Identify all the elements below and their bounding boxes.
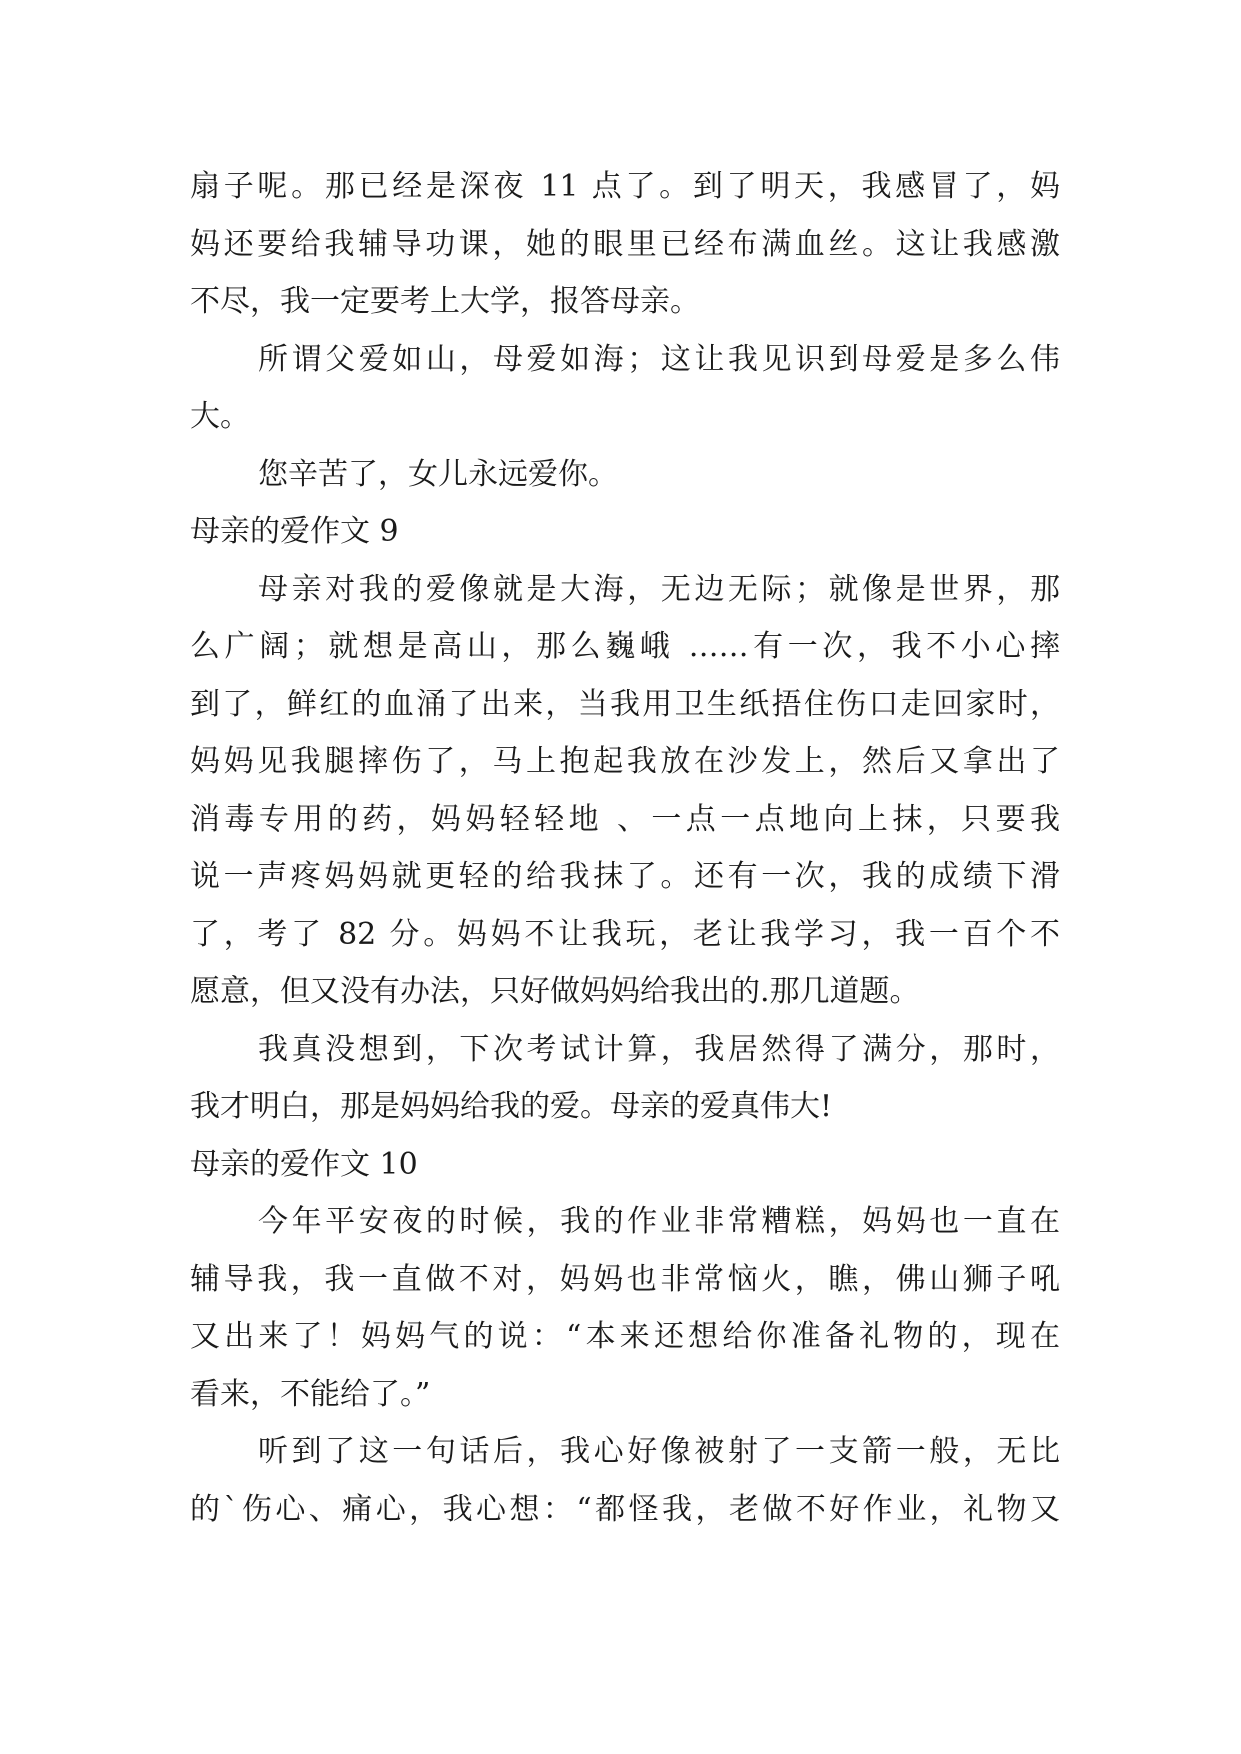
paragraph-start-line: 所谓父爱如山，母爱如海；这让我见识到母爱是多么伟 — [258, 341, 1060, 377]
section-heading: 母亲的爱作文 9 — [190, 514, 399, 549]
text-line: 又出来了！妈妈气的说：“本来还想给你准备礼物的，现在 — [190, 1319, 1060, 1354]
paragraph-start-line: 您辛苦了，女儿永远爱你。 — [258, 456, 618, 492]
text-line: 扇子呢。那已经是深夜 11 点了。到了明天，我感冒了，妈 — [190, 169, 1060, 204]
text-line: 消毒专用的药，妈妈轻轻地 、一点一点地向上抹，只要我 — [190, 801, 1060, 837]
text-line: 妈还要给我辅导功课，她的眼里已经布满血丝。这让我感激 — [190, 226, 1060, 262]
paragraph-start-line: 听到了这一句话后，我心好像被射了一支箭一般，无比 — [258, 1434, 1060, 1469]
document-body — [190, 158, 1060, 1538]
text-line: 看来，不能给了。” — [190, 1376, 431, 1412]
text-line: 我才明白，那是妈妈给我的爱。母亲的爱真伟大! — [190, 1089, 833, 1124]
text-line: 么广阔；就想是高山，那么巍峨 ……有一次，我不小心摔 — [190, 629, 1060, 664]
text-line: 妈妈见我腿摔伤了，马上抱起我放在沙发上，然后又拿出了 — [190, 744, 1060, 779]
paragraph-start-line: 我真没想到，下次考试计算，我居然得了满分，那时， — [258, 1031, 1060, 1067]
text-line: 大。 — [190, 399, 250, 434]
text-line: 到了，鲜红的血涌了出来，当我用卫生纸捂住伤口走回家时， — [190, 686, 1060, 722]
section-heading: 母亲的爱作文 10 — [190, 1146, 418, 1182]
paragraph-start-line: 母亲对我的爱像就是大海，无边无际；就像是世界，那 — [258, 571, 1060, 607]
text-line: 了，考了 82 分。妈妈不让我玩，老让我学习，我一百个不 — [190, 916, 1060, 952]
text-line: 愿意，但又没有办法，只好做妈妈给我出的.那几道题。 — [190, 974, 920, 1009]
text-line: 的`伤心、痛心，我心想：“都怪我，老做不好作业，礼物又 — [190, 1491, 1060, 1527]
paragraph-start-line: 今年平安夜的时候，我的作业非常糟糕，妈妈也一直在 — [258, 1204, 1060, 1239]
text-line: 辅导我，我一直做不对，妈妈也非常恼火，瞧，佛山狮子吼 — [190, 1261, 1060, 1297]
text-line: 说一声疼妈妈就更轻的给我抹了。还有一次，我的成绩下滑 — [190, 859, 1060, 894]
text-line: 不尽，我一定要考上大学，报答母亲。 — [190, 284, 700, 319]
